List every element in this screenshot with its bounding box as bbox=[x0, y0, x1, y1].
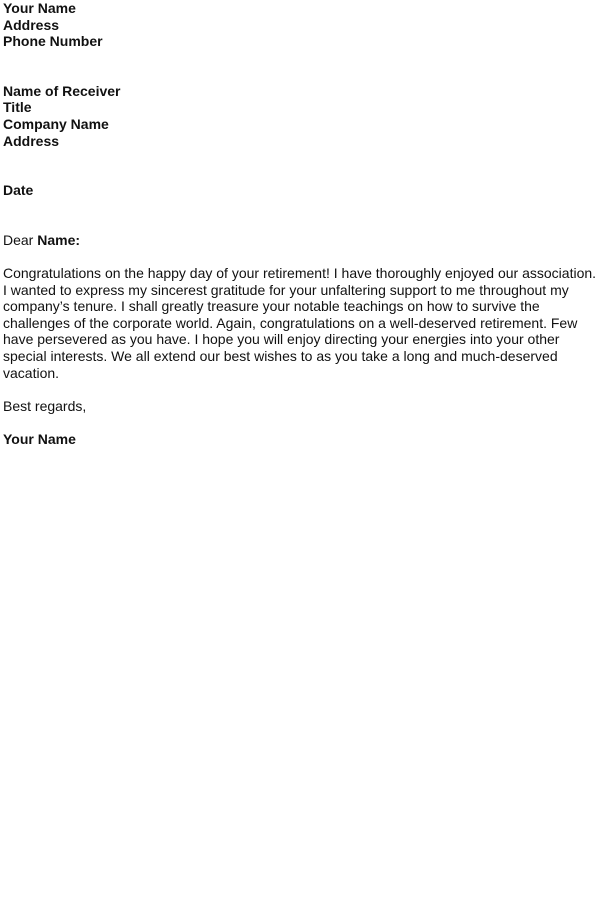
body-line: have persevered as you have. I hope you will enjoy directing your energies into your other bbox=[3, 331, 560, 348]
receiver-block bbox=[3, 83, 613, 149]
signature-name: Your Name bbox=[3, 430, 76, 447]
receiver-company: Company Name bbox=[3, 115, 109, 132]
letter-body bbox=[3, 265, 613, 381]
sender-name: Your Name bbox=[3, 0, 76, 16]
greeting-line bbox=[3, 232, 613, 249]
letter-document bbox=[3, 0, 613, 447]
receiver-title: Title bbox=[3, 99, 32, 116]
sender-block bbox=[3, 0, 613, 50]
body-line: company’s tenure. I shall greatly treasure your notable teachings on how to survive the bbox=[3, 298, 540, 315]
receiver-name: Name of Receiver bbox=[3, 82, 121, 99]
body-line: I wanted to express my sincerest gratitude for your unfaltering support to me throughout my bbox=[3, 281, 569, 298]
letter-date: Date bbox=[3, 182, 34, 199]
greeting-salutation: Dear bbox=[3, 231, 34, 248]
date-block bbox=[3, 182, 613, 199]
sender-address: Address bbox=[3, 16, 60, 33]
body-line: Congratulations on the happy day of your retirement! I have thoroughly enjoyed our association. bbox=[3, 264, 597, 281]
signature-block bbox=[3, 431, 613, 448]
body-line: vacation. bbox=[3, 364, 60, 381]
greeting-name: Name: bbox=[37, 231, 81, 248]
body-line: challenges of the corporate world. Again, congratulations on a well-deserved retirement. Few bbox=[3, 314, 578, 331]
closing-block bbox=[3, 398, 613, 415]
sender-phone: Phone Number bbox=[3, 33, 103, 50]
closing-text: Best regards, bbox=[3, 397, 87, 414]
receiver-address: Address bbox=[3, 132, 60, 149]
body-line: special interests. We all extend our best wishes to as you take a long and much-deserved bbox=[3, 347, 558, 364]
